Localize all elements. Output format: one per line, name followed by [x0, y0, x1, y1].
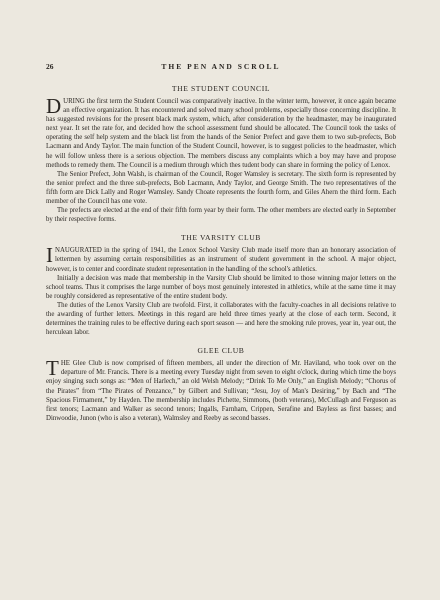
paragraph: The prefects are elected at the end of their fifth form year by their form. The other members are elected early in September by their respective forms. [46, 207, 396, 224]
paragraph: DURING the first term the Student Council was comparatively inactive. In the winter term, however, it once again became an effective organization. It has encountered and solved many school problems, especially those concerning discipline. It has suggested revisions for the present black mark system, which, after consideration by the headmaster, may be inaugurated next year. It set the rate for, and decided how the school assessment fund should be allocated. The Council took the tasks of operating the self help system and the black list from the hands of the Senior Prefect and gave them to two sub-prefects, Bob Lacmann and Andy Taylor. The main function of the Student Council, however, is to suggest policies to the headmaster, which he will follow unless there is a serious objection. The members discuss any complaints which a boy may have and propose methods to remedy them. The Council is a medium through which thes tudent body can share in forming the policy of Lenox. [46, 94, 396, 169]
paragraph: Initially a decision was made that membership in the Varsity Club should be limited to those winning major letters on the school teams. Thus it comprises the large number of boys most genuinely interested in athletics, while at the same time it may be roughly considered as representative of the entire student body. [46, 274, 396, 300]
section-title: THE STUDENT COUNCIL [171, 84, 271, 93]
page-content [46, 84, 396, 423]
paragraph: The duties of the Lenox Varsity Club are twofold. First, it collaborates with the faculty-coaches in all decisions relative to the awarding of further letters. Meetings in this regard are held three times yearly at the close of each term. Second, it determines the training rules to be effective during each sport season — and here the smoking rule proves, year in, year out, the herculean labor. [46, 301, 396, 337]
paragraph: THE Glee Club is now comprised of fifteen members, all under the direction of Mr. Haviland, who took over on the departure of Mr. Francis. There is a meeting every Tuesday night from seven to eight o'clock, during which time the boys enjoy singing such songs as: “Men of Harlech,” an old Welsh Melody; “Drink To Me Only,” an English Melody; “Chorus of the Pirates” from “The Pirates of Penzance,” by Gilbert and Sullivan; “Jesu, Joy of Man's Desiring,” by Bach and “The Spacious Firmament,” by Hayden. The membership includes Pichette, Simmons, (both veterans), McCullagh and Ferguson as first tenors; Lacmann and Walker as second tenors; Ingalls, Farnham, Crippen, Serafine and Bayless as first basses; and Dinwoodie, Junon (who is also a veteran), Walmsley and Reeby as second basses. [46, 356, 396, 422]
running-head [46, 62, 396, 71]
paragraph: The Senior Prefect, John Walsh, is chairman of the Council, Roger Wamsley is secretary. The sixth form is represented by the senior prefect and the three sub-prefects, Bob Lacmann, Andy Taylor, and George Smith. The two representatives of the fifth form are Dick Lally and Roger Wamsley. Sandy Choate represents the fourth form, and Giles Ahern the third form. Each member of the Council has one vote. [46, 170, 396, 206]
section-glee-club [46, 346, 396, 423]
drop-cap: I [46, 243, 53, 268]
journal-title: THE PEN AND SCROLL [161, 62, 281, 71]
section-varsity-club [46, 233, 396, 337]
drop-cap: D [46, 94, 62, 118]
drop-cap: T [46, 356, 59, 381]
section-title: GLEE CLUB [197, 346, 245, 356]
section-student-council [46, 84, 396, 224]
paragraph: INAUGURATED in the spring of 1941, the Lenox School Varsity Club made itself more than an honorary association of lettermen by assuming certain responsibilities as an instrument of student government in the school. A major object, however, is to center and coordinate student representation in the handling of the school's athletics. [46, 243, 396, 273]
page-number: 26 [46, 62, 54, 71]
section-title: THE VARSITY CLUB [181, 233, 261, 243]
